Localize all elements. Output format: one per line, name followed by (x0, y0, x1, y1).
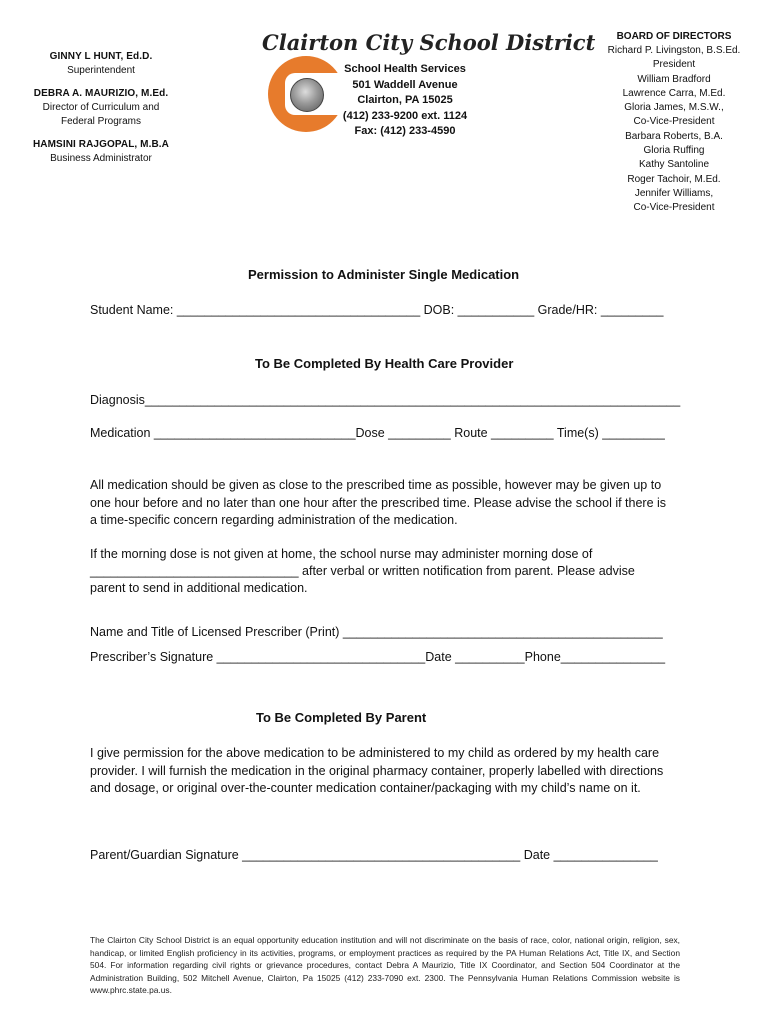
diagnosis-field[interactable]: Diagnosis_____________________________________________________________________________ (90, 393, 681, 407)
admin-title: Director of Curriculum and (42, 102, 160, 113)
admin-title: Business Administrator (50, 153, 152, 164)
prescriber-name-field[interactable]: Name and Title of Licensed Prescriber (Print) ______________________________________________ (90, 625, 663, 639)
form-title: Permission to Administer Single Medication (248, 267, 520, 282)
parent-consent-paragraph: I give permission for the above medication to be administered to my child as ordered by my health care provider. I will furnish the medication in the original pharmacy container, properly labelled with directions and dosage, or original over-the-counter medication container/packaging with my child’s name on it. (90, 746, 664, 795)
board-of-directors (594, 30, 754, 216)
prescriber-signature-field[interactable]: Prescriber’s Signature ______________________________Date __________Phone_______________ (90, 650, 666, 664)
board-heading: BOARD OF DIRECTORS (616, 31, 732, 42)
board-member: Co-Vice-President (633, 202, 715, 214)
board-member: Barbara Roberts, B.A. (625, 130, 723, 142)
city-address: Clairton, PA 15025 (357, 94, 453, 106)
medication-fields[interactable]: Medication _____________________________Dose _________ Route _________ Time(s) _________ (90, 426, 665, 440)
district-name: Clairton City School District (262, 30, 596, 55)
admin-name: HAMSINI RAJGOPAL, M.B.A (32, 139, 169, 150)
board-member: Jennifer Williams, (634, 187, 714, 199)
board-member: Roger Tachoir, M.Ed. (627, 173, 721, 185)
street-address: 501 Waddell Avenue (352, 78, 458, 91)
admin-title: Federal Programs (60, 116, 142, 127)
fax-number: Fax: (412) 233-4590 (354, 125, 456, 137)
board-member: Gloria Ruffing (643, 145, 705, 157)
seal-icon (290, 78, 324, 112)
board-member: William Bradford (637, 73, 711, 85)
parent-section-heading: To Be Completed By Parent (256, 710, 427, 725)
board-member: President (652, 59, 696, 71)
morning-dose-paragraph (90, 546, 690, 597)
administrators-list (6, 50, 196, 166)
admin-entry (6, 87, 196, 129)
paragraph-line: parent to send in additional medication. (90, 581, 308, 595)
board-member: Lawrence Carra, M.Ed. (622, 87, 726, 99)
provider-section-heading: To Be Completed By Health Care Provider (255, 356, 514, 371)
parent-signature-field[interactable]: Parent/Guardian Signature ________________________________________ Date _______________ (90, 848, 658, 862)
department-name: School Health Services (344, 63, 466, 75)
board-member: Gloria James, M.S.W., (624, 102, 724, 114)
contact-block (320, 62, 490, 140)
student-info-fields[interactable]: Student Name: ___________________________________ DOB: ___________ Grade/HR: _________ (90, 303, 664, 317)
admin-entry (6, 50, 196, 78)
board-member: Co-Vice-President (633, 116, 715, 128)
paragraph-line: If the morning dose is not given at home, the school nurse may administer morning dose of (90, 547, 593, 561)
equal-opportunity-footer: The Clairton City School District is an equal opportunity education institution and will not discriminate on the basis of race, color, national origin, religion, sex, handicap, or limited English proficiency in its activities, programs, or employment practices as required by the PA Human Relations Act, Title IX, and Section 504. For information regarding civil rights or grievance procedures, contact Debra A Maurizio, Title IX Coordinator, and Section 504 Coordinator at the Administration Building, 502 Mitchell Avenue, Clairton, Pa 15025 (412) 233-7090 ext. 2300. The Pennsylvania Human Relations Commission website is www.phrc.state.pa.us. (90, 935, 680, 995)
admin-name: DEBRA A. MAURIZIO, M.Ed. (33, 88, 169, 99)
phone-number: (412) 233-9200 ext. 1124 (342, 109, 468, 122)
admin-entry (6, 138, 196, 166)
board-member: Kathy Santoline (638, 159, 710, 171)
timing-paragraph: All medication should be given as close to the prescribed time as possible, however may be given up to one hour before and no later than one hour after the prescribed time. Please advise the school if there is a time-specific concern regarding administration of the medication. (90, 478, 667, 527)
board-member: Richard P. Livingston, B.S.Ed. (607, 45, 741, 56)
admin-title: Superintendent (67, 65, 135, 76)
admin-name: GINNY L HUNT, Ed.D. (49, 51, 153, 62)
morning-dose-field[interactable]: ______________________________ after verbal or written notification from parent. Please advise (90, 564, 635, 578)
